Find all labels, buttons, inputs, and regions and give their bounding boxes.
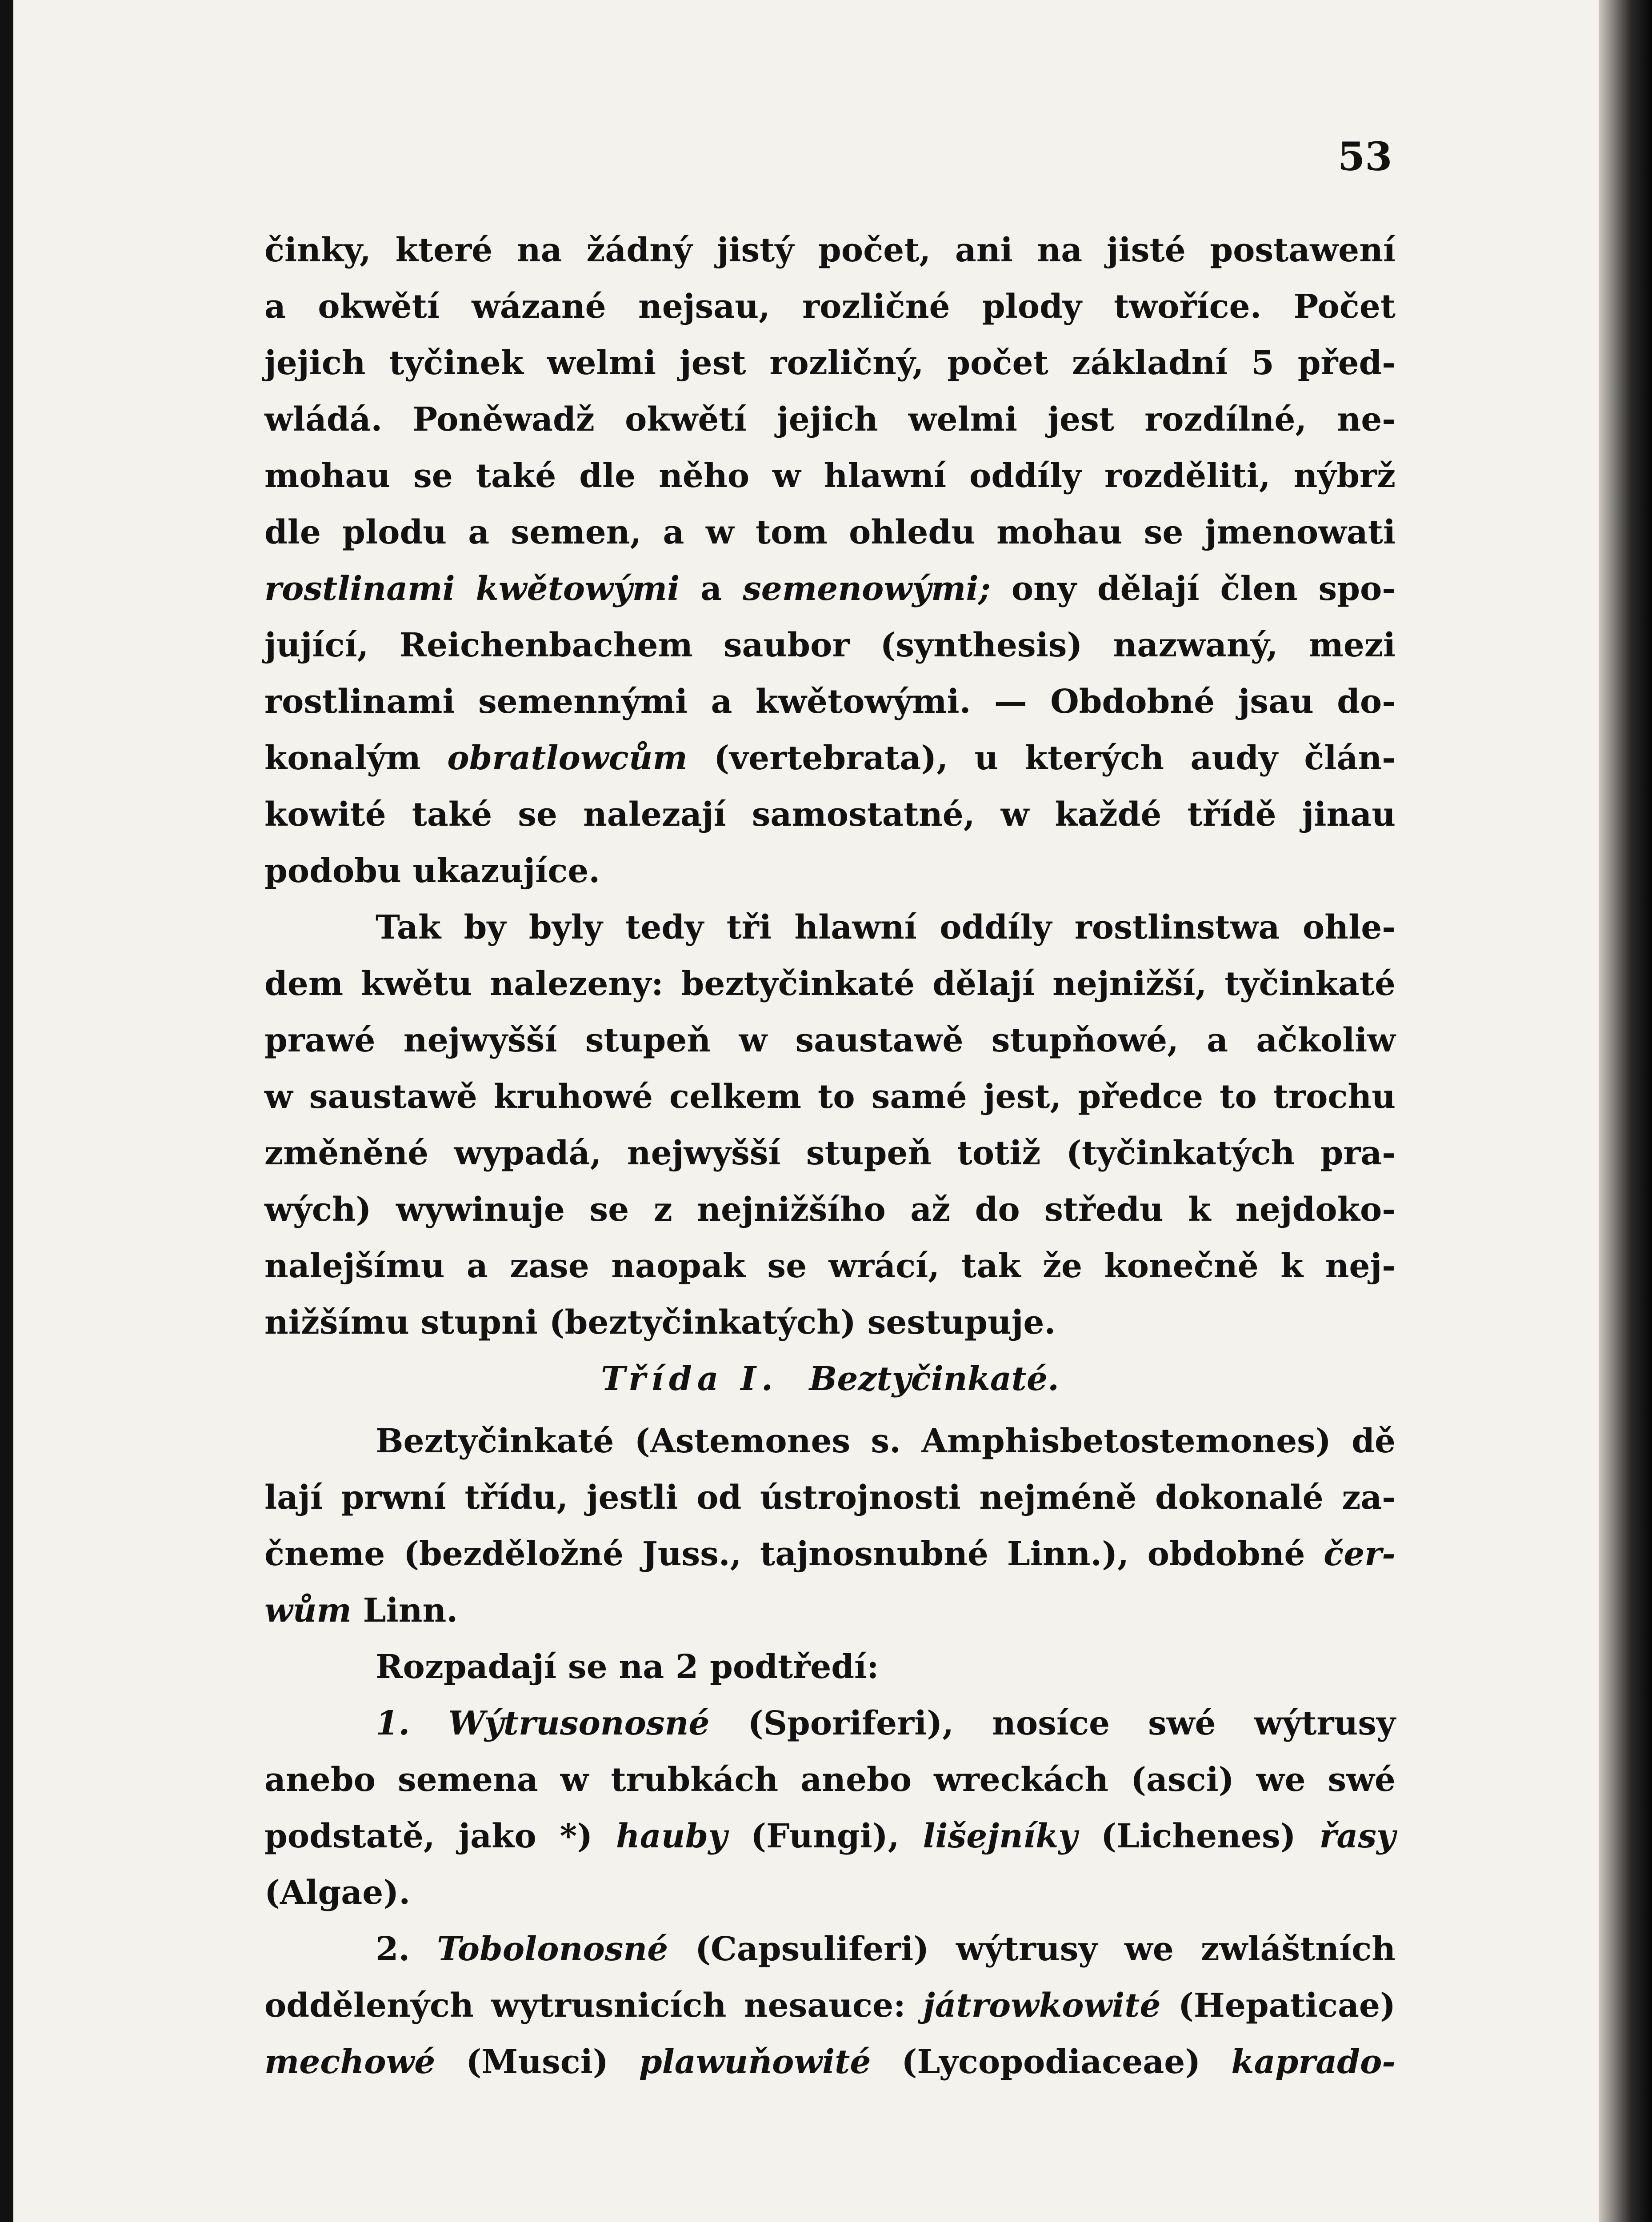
term-lisejniky: lišejníky <box>923 1817 1078 1855</box>
p6-line-1: 2. Tobolonosné (Capsuliferi) wýtrusy we zwláštních <box>376 1930 1396 1968</box>
class-label: Třída I. <box>601 1360 778 1398</box>
term-rasy: řasy <box>1319 1817 1396 1855</box>
term-rostlinami-kwetowymi: rostlinami kwětowými <box>264 570 680 608</box>
term-plawunowite: plawuňowité <box>639 2043 871 2081</box>
p1-line-9: rostlinami semennými a kwětowými. — Obdobné jsau do- <box>264 683 1396 721</box>
term-jatrowkowite: játrowkowité <box>923 1986 1161 2025</box>
class-name: Beztyčinkaté. <box>809 1360 1059 1398</box>
p5-line-4: (Algae). <box>264 1874 411 1912</box>
term-obratlowcum: obratlowcům <box>447 739 688 777</box>
p2-line-8: nižšímu stupni (beztyčinkatých) sestupuje. <box>264 1303 1056 1342</box>
p2-line-4: w saustawě kruhowé celkem to samé jest, předce to trochu <box>264 1078 1396 1116</box>
p1-line-7: rostlinami kwětowými a semenowými; ony dělají člen spo- <box>264 570 1396 608</box>
p1-line-8: jující, Reichenbachem saubor (synthesis) nazwaný, mezi <box>264 626 1396 664</box>
section-heading <box>264 1351 1396 1413</box>
p3-line-3: čneme (bezděložné Juss., tajnosnubné Linn.), obdobné čer- <box>264 1535 1396 1573</box>
p2-line-7: nalejšímu a zase naopak se wrácí, tak že konečně k nej- <box>264 1247 1396 1285</box>
p1-line-4: wládá. Poněwadž okwětí jejich welmi jest rozdílné, ne- <box>264 400 1396 439</box>
term-mechowe: mechowé <box>264 2043 436 2081</box>
p1-line-6: dle plodu a semen, a w tom ohledu mohau se jmenowati <box>264 513 1396 552</box>
scan-edge-right <box>1599 0 1652 2222</box>
term-wytrusonosne: Wýtrusonosné <box>448 1704 710 1742</box>
p2-line-5: změněné wypadá, nejwyšší stupeň totiž (tyčinkatých pra- <box>264 1134 1396 1172</box>
p5-line-3: podstatě, jako *) hauby (Fungi), lišejníky (Lichenes) řasy <box>264 1817 1396 1855</box>
term-hauby: hauby <box>616 1817 728 1855</box>
page-number: 53 <box>1338 133 1392 180</box>
p3-line-4: wům Linn. <box>264 1591 458 1630</box>
p3-line-1: Beztyčinkaté (Astemones s. Amphisbetostemones) dě <box>376 1422 1396 1460</box>
p1-line-5: mohau se také dle něho w hlawní oddíly rozděliti, nýbrž <box>264 457 1396 495</box>
p2-line-6: wých) wywinuje se z nejnižšího až do středu k nejdoko- <box>264 1191 1396 1229</box>
p1-line-10: konalým obratlowcům (vertebrata), u kterých audy člán- <box>264 739 1396 777</box>
p1-line-2: a okwětí wázané nejsau, rozličné plody twoříce. Počet <box>264 288 1396 326</box>
p2-line-3: prawé nejwyšší stupeň w saustawě stupňowé, a ačkoliw <box>264 1021 1396 1059</box>
p5-line-2: anebo semena w trubkách anebo wreckách (asci) we swé <box>264 1761 1396 1799</box>
p5-line-1: 1. Wýtrusonosné (Sporiferi), nosíce swé wýtrusy <box>376 1704 1396 1742</box>
term-kaprado: kaprado- <box>1231 2043 1396 2081</box>
term-semenowymi: semenowými; <box>743 570 991 608</box>
p2-line-2: dem kwětu nalezeny: beztyčinkaté dělají nejnižší, tyčinkaté <box>264 965 1396 1003</box>
body-text <box>264 222 1396 2090</box>
p1-line-3: jejich tyčinek welmi jest rozličný, počet základní 5 před- <box>264 344 1396 382</box>
p3-line-2: lají prwní třídu, jestli od ústrojnosti nejméně dokonalé za- <box>264 1479 1396 1517</box>
p2-line-1: Tak by byly tedy tři hlawní oddíly rostlinstwa ohle- <box>376 908 1396 947</box>
term-cerwum: čer- <box>1324 1535 1396 1573</box>
term-tobolonosne: Tobolonosné <box>437 1930 668 1968</box>
scan-edge-left <box>0 0 13 2222</box>
p1-line-1: činky, které na žádný jistý počet, ani na jisté postawení <box>264 231 1396 269</box>
p1-line-11: kowité také se nalezají samostatné, w každé třídě jinau <box>264 795 1396 834</box>
p6-line-2: oddělených wytrusnicích nesauce: játrowkowité (Hepaticae) <box>264 1986 1396 2025</box>
p4-line-1: Rozpadají se na 2 podtředí: <box>376 1648 879 1686</box>
p1-line-12: podobu ukazujíce. <box>264 852 600 890</box>
p6-line-3: mechowé (Musci) plawuňowité (Lycopodiaceae) kaprado- <box>264 2043 1396 2081</box>
